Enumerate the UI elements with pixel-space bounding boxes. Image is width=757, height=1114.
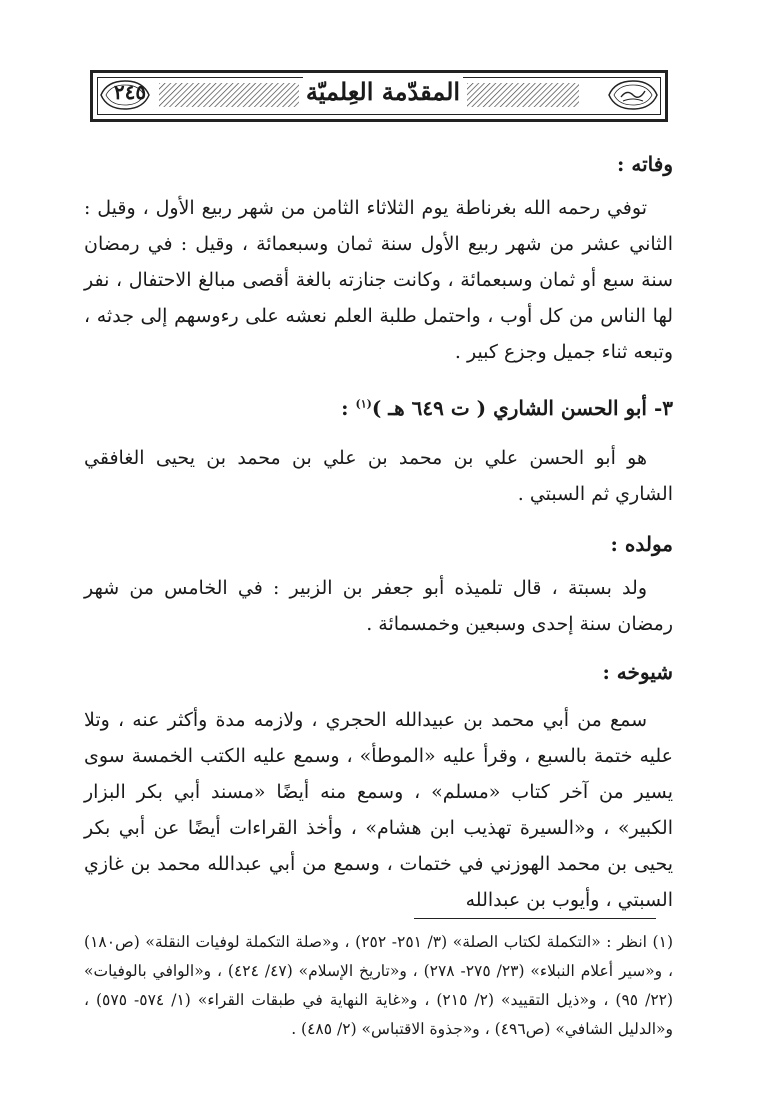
heading-person-colon: : [341,396,356,420]
paragraph-death: توفي رحمه الله بغرناطة يوم الثلاثاء الثامن من شهر ربيع الأول ، وقيل : الثاني عشر من شهر ربيع الأول سنة ثمان وسبعمائة ، وقيل : في رمضان سنة سبع أو ثمان وسبعمائة ، وكانت جنازته بالغة أقصى مبالغ الاحتفال ، نفر لها الناس من كل أوب ، واحتمل طلبة العلم نعشه على رءوسهم إلى جدثه ، وتبعه ثناء جميل وجزع كبير . [84,197,673,363]
page-header [90,70,668,122]
heading-person [341,396,673,420]
page-number: ٢٤٥ [113,80,147,104]
heading-death: وفاته : [617,152,673,176]
footnote-1: (١) انظر : «التكملة لكتاب الصلة» (٣/ ٢٥١- ٢٥٢) ، و«صلة التكملة لوفيات النقلة» (ص١٨٠) ، و«سير أعلام النبلاء» (٢٣/ ٢٧٥- ٢٧٨) ، و«تاريخ الإسلام» (٤٧/ ٤٢٤) ، و«الوافي بالوفيات» (٢٢/ ٩٥) ، و«ذيل التقييد» (٢/ ٢١٥) ، و«غاية النهاية في طبقات القراء» (١/ ٥٧٤- ٥٧٥) ، و«الدليل الشافي» (ص٤٩٦) ، و«جذوة الاقتباس» (٢/ ٤٨٥) . [84,933,674,1038]
paragraph-birth: ولد بسبتة ، قال تلميذه أبو جعفر بن الزبير : في الخامس من شهر رمضان سنة إحدى وسبعين وخمسمائة . [84,577,673,635]
paragraph-person: هو أبو الحسن علي بن محمد بن علي بن محمد بن يحيى الغافقي الشاري ثم السبتي . [84,447,673,505]
running-title: المقدّمة العِلميّة [303,77,463,106]
heading-teachers: شيوخه : [602,660,673,684]
heading-birth: مولده : [610,532,673,556]
header-hatching-right [467,83,579,107]
footnote-ref-1: (١) [355,397,372,411]
paragraph-teachers: سمع من أبي محمد بن عبيدالله الحجري ، ولازمه مدة وأكثر عنه ، وتلا عليه ختمة بالسبع ، وقرأ عليه «الموطأ» ، وسمع عليه الكتب الخمسة سوى يسير من آخر كتاب «مسلم» ، وسمع منه أيضًا «مسند أبي بكر البزار الكبير» ، و«السيرة تهذيب ابن هشام» ، وأخذ القراءات أيضًا عن أبي بكر يحيى بن محمد الهوزني في ختمات ، وسمع من أبي عبدالله محمد بن غازي السبتي ، وأيوب بن عبدالله [84,709,673,911]
heading-person-text: ٣- أبو الحسن الشاري ( ت ٦٤٩ هـ ) [371,396,673,420]
header-hatching-left [159,83,299,107]
footnote-separator [414,918,656,919]
footnotes [84,928,673,1044]
seal-ornament-icon [605,77,661,113]
